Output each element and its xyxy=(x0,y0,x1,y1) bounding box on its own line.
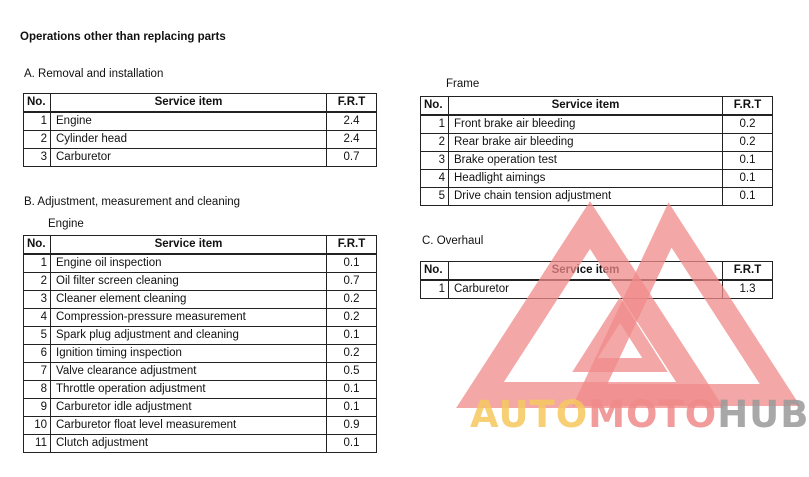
service-item: Drive chain tension adjustment xyxy=(449,188,723,206)
row-number: 4 xyxy=(24,309,51,327)
service-item: Throttle operation adjustment xyxy=(51,381,327,399)
table-row xyxy=(24,399,377,417)
service-item: Carburetor xyxy=(51,149,327,167)
table-row xyxy=(24,149,377,167)
row-number: 3 xyxy=(421,152,449,170)
table-header-row xyxy=(421,97,773,116)
row-number: 7 xyxy=(24,363,51,381)
table-row xyxy=(421,134,773,152)
frt-value: 0.1 xyxy=(327,435,377,453)
column-header-no: No. xyxy=(421,262,449,281)
row-number: 5 xyxy=(421,188,449,206)
column-header-no: No. xyxy=(24,236,51,255)
row-number: 2 xyxy=(24,131,51,149)
service-item: Spark plug adjustment and cleaning xyxy=(51,327,327,345)
frame-table xyxy=(420,96,773,206)
frt-value: 0.1 xyxy=(723,170,773,188)
service-item: Ignition timing inspection xyxy=(51,345,327,363)
column-header-no: No. xyxy=(24,94,51,113)
removal-installation-table xyxy=(23,93,377,167)
table-row xyxy=(24,435,377,453)
service-item: Compression-pressure measurement xyxy=(51,309,327,327)
column-header-frt: F.R.T xyxy=(723,97,773,116)
frt-value: 0.1 xyxy=(327,254,377,273)
service-item: Valve clearance adjustment xyxy=(51,363,327,381)
frt-value: 0.1 xyxy=(327,399,377,417)
service-item: Rear brake air bleeding xyxy=(449,134,723,152)
service-item: Cleaner element cleaning xyxy=(51,291,327,309)
frt-value: 1.3 xyxy=(723,280,773,299)
service-item: Oil filter screen cleaning xyxy=(51,273,327,291)
watermark-text xyxy=(470,393,809,436)
page-title: Operations other than replacing parts xyxy=(20,31,226,43)
section-b-title: B. Adjustment, measurement and cleaning xyxy=(24,196,241,208)
service-item: Front brake air bleeding xyxy=(449,115,723,134)
frt-value: 0.2 xyxy=(327,345,377,363)
frt-value: 0.9 xyxy=(327,417,377,435)
row-number: 1 xyxy=(24,112,51,131)
row-number: 3 xyxy=(24,291,51,309)
service-item: Engine xyxy=(51,112,327,131)
row-number: 4 xyxy=(421,170,449,188)
service-item: Carburetor xyxy=(449,280,723,299)
service-item: Cylinder head xyxy=(51,131,327,149)
table-header-row xyxy=(24,94,377,113)
table-row xyxy=(24,381,377,399)
table-row xyxy=(24,131,377,149)
service-item: Carburetor idle adjustment xyxy=(51,399,327,417)
row-number: 5 xyxy=(24,327,51,345)
row-number: 3 xyxy=(24,149,51,167)
frt-value: 0.1 xyxy=(327,381,377,399)
row-number: 8 xyxy=(24,381,51,399)
watermark-hub: HUB xyxy=(717,393,809,436)
watermark-moto: MOTO xyxy=(588,393,718,436)
table-row xyxy=(24,254,377,273)
watermark-auto: AUTO xyxy=(470,393,589,436)
section-c-title: C. Overhaul xyxy=(422,235,484,247)
row-number: 1 xyxy=(421,115,449,134)
table-row xyxy=(421,188,773,206)
column-header-service-item: Service item xyxy=(449,262,723,281)
frame-title: Frame xyxy=(446,78,480,90)
row-number: 1 xyxy=(421,280,449,299)
frt-value: 2.4 xyxy=(327,112,377,131)
service-item: Carburetor float level measurement xyxy=(51,417,327,435)
table-row xyxy=(24,345,377,363)
frt-value: 0.7 xyxy=(327,149,377,167)
table-row xyxy=(24,363,377,381)
row-number: 10 xyxy=(24,417,51,435)
table-row xyxy=(24,291,377,309)
row-number: 1 xyxy=(24,254,51,273)
column-header-service-item: Service item xyxy=(51,236,327,255)
frt-value: 0.7 xyxy=(327,273,377,291)
table-row xyxy=(24,417,377,435)
frt-value: 0.1 xyxy=(723,152,773,170)
frt-value: 0.2 xyxy=(327,309,377,327)
table-row xyxy=(421,170,773,188)
column-header-service-item: Service item xyxy=(449,97,723,116)
table-row xyxy=(24,309,377,327)
table-row xyxy=(421,152,773,170)
row-number: 6 xyxy=(24,345,51,363)
service-item: Engine oil inspection xyxy=(51,254,327,273)
column-header-frt: F.R.T xyxy=(327,236,377,255)
table-header-row xyxy=(24,236,377,255)
service-item: Clutch adjustment xyxy=(51,435,327,453)
column-header-frt: F.R.T xyxy=(723,262,773,281)
engine-subtitle: Engine xyxy=(48,218,84,230)
column-header-no: No. xyxy=(421,97,449,116)
row-number: 2 xyxy=(24,273,51,291)
frt-value: 0.2 xyxy=(327,291,377,309)
frt-value: 0.2 xyxy=(723,115,773,134)
column-header-frt: F.R.T xyxy=(327,94,377,113)
row-number: 9 xyxy=(24,399,51,417)
adjustment-engine-table xyxy=(23,235,377,453)
column-header-service-item: Service item xyxy=(51,94,327,113)
section-a-title: A. Removal and installation xyxy=(24,68,164,80)
frt-value: 0.2 xyxy=(723,134,773,152)
frt-value: 0.1 xyxy=(327,327,377,345)
service-item: Brake operation test xyxy=(449,152,723,170)
frt-value: 0.5 xyxy=(327,363,377,381)
table-row xyxy=(24,273,377,291)
service-item: Headlight aimings xyxy=(449,170,723,188)
row-number: 2 xyxy=(421,134,449,152)
table-row xyxy=(24,327,377,345)
table-row xyxy=(24,112,377,131)
frt-value: 2.4 xyxy=(327,131,377,149)
frt-value: 0.1 xyxy=(723,188,773,206)
table-row xyxy=(421,115,773,134)
row-number: 11 xyxy=(24,435,51,453)
